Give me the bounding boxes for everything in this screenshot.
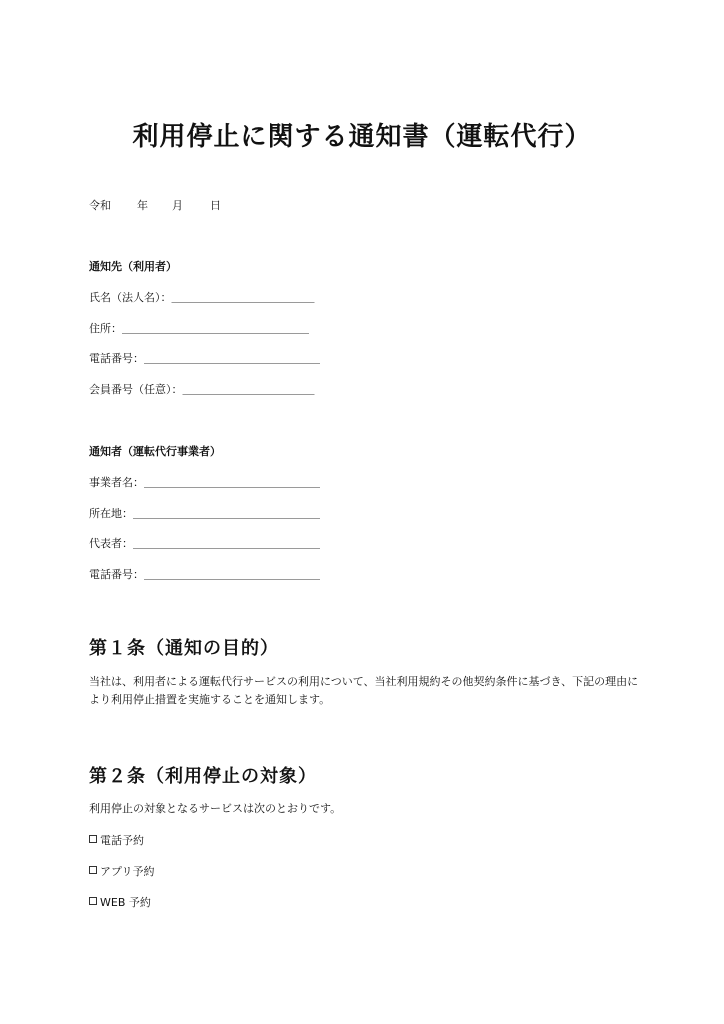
- recipient-name-field: [89, 289, 315, 305]
- date-year: 年: [137, 199, 148, 212]
- field-label: 会員番号（任意）：: [89, 383, 183, 396]
- recipient-heading: 通知先（利用者）: [89, 260, 177, 273]
- option-label: 電話予約: [100, 834, 144, 847]
- date-month: 月: [172, 199, 183, 212]
- checkbox-icon[interactable]: [89, 866, 97, 874]
- field-label: 電話番号：: [89, 352, 144, 365]
- date-era: 令和: [89, 199, 111, 212]
- article2-intro: 利用停止の対象となるサービスは次のとおりです。: [89, 802, 342, 815]
- field-label: 事業者名：: [89, 476, 144, 489]
- article2-heading: 第２条（利用停止の対象）: [89, 766, 317, 787]
- sender-heading: 通知者（運転代行事業者）: [89, 445, 221, 458]
- field-label: 所在地：: [89, 507, 133, 520]
- recipient-member-field: [89, 381, 315, 397]
- field-blank: ＿＿＿＿＿＿＿＿＿＿＿＿＿＿＿＿: [144, 568, 320, 581]
- option-phone-reservation[interactable]: [89, 832, 144, 848]
- recipient-phone-field: [89, 350, 320, 366]
- document-title: 利用停止に関する通知書（運転代行）: [132, 122, 592, 152]
- field-label: 住所：: [89, 322, 122, 335]
- field-blank: ＿＿＿＿＿＿＿＿＿＿＿＿＿＿＿＿＿: [122, 322, 309, 335]
- article1-heading: 第１条（通知の目的）: [89, 638, 279, 659]
- option-label: WEB 予約: [100, 896, 151, 909]
- field-blank: ＿＿＿＿＿＿＿＿＿＿＿＿＿＿＿＿＿: [133, 537, 320, 550]
- field-label: 氏名（法人名）：: [89, 291, 172, 304]
- field-blank: ＿＿＿＿＿＿＿＿＿＿＿＿＿: [171, 291, 315, 304]
- field-blank: ＿＿＿＿＿＿＿＿＿＿＿＿: [182, 383, 315, 396]
- checkbox-icon[interactable]: [89, 835, 97, 843]
- date-day: 日: [210, 199, 221, 212]
- field-blank: ＿＿＿＿＿＿＿＿＿＿＿＿＿＿＿＿: [144, 476, 320, 489]
- field-label: 代表者：: [89, 537, 133, 550]
- option-label: アプリ予約: [100, 865, 155, 878]
- field-blank: ＿＿＿＿＿＿＿＿＿＿＿＿＿＿＿＿: [144, 352, 320, 365]
- checkbox-icon[interactable]: [89, 897, 97, 905]
- sender-location-field: [89, 505, 320, 521]
- sender-phone-field: [89, 566, 320, 582]
- article1-body: 当社は、利用者による運転代行サービスの利用について、当社利用規約その他契約条件に基づき、下記の理由により利用停止措置を実施することを通知します。: [89, 675, 639, 706]
- option-app-reservation[interactable]: [89, 863, 155, 879]
- field-label: 電話番号：: [89, 568, 144, 581]
- sender-representative-field: [89, 535, 320, 551]
- date-line: [89, 197, 221, 213]
- sender-business-field: [89, 474, 320, 490]
- field-blank: ＿＿＿＿＿＿＿＿＿＿＿＿＿＿＿＿＿: [133, 507, 320, 520]
- recipient-address-field: [89, 320, 309, 336]
- option-web-reservation[interactable]: [89, 894, 151, 910]
